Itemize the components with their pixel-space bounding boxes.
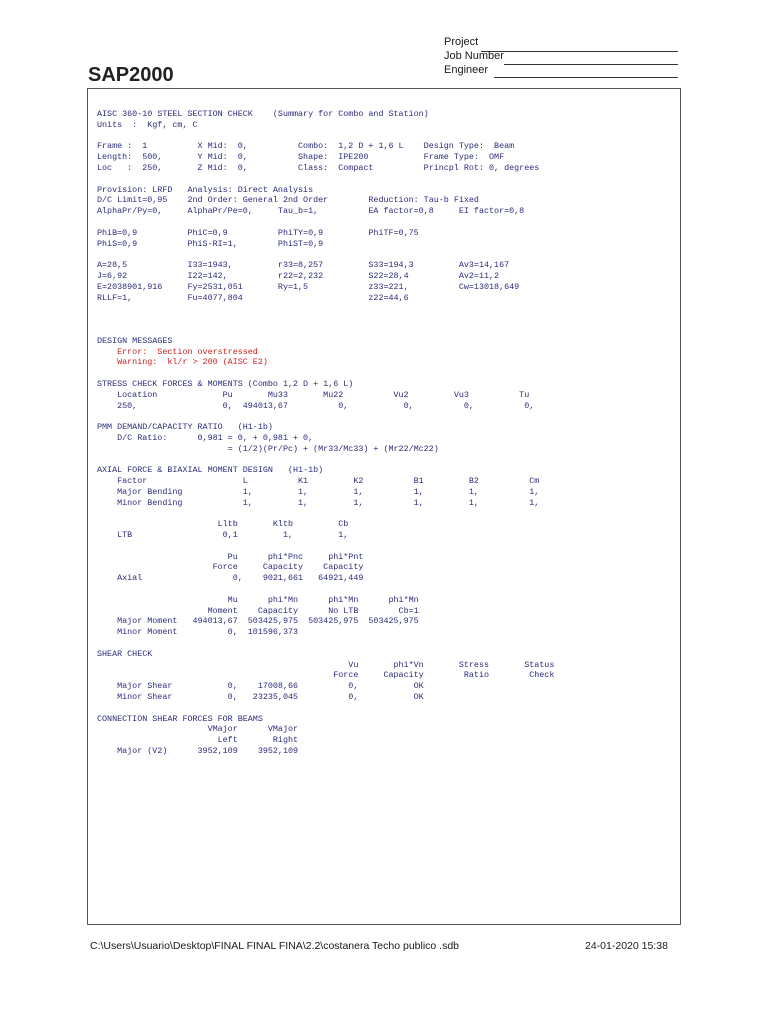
report-spacer bbox=[97, 174, 554, 185]
error-message: Error: Section overstressed bbox=[97, 346, 258, 357]
shear-check-line: SHEAR CHECK bbox=[97, 648, 153, 659]
report-spacer bbox=[97, 325, 554, 336]
pmm-ratio-line: PMM DEMAND/CAPACITY RATIO (H1-1b) bbox=[97, 422, 273, 433]
ltb-line: Lltb Kltb Cb bbox=[97, 519, 349, 530]
stress-check-line: Location Pu Mu33 Mu22 Vu2 Vu3 Tu bbox=[97, 389, 530, 400]
axial-biaxial-line: Factor L K1 K2 B1 B2 Cm bbox=[97, 476, 540, 487]
report-spacer bbox=[97, 131, 554, 142]
phi-factor-line: PhiS=0,9 PhiS-RI=1, PhiST=0,9 bbox=[97, 238, 324, 249]
moment-capacity-line: Mu phi*Mn phi*Mn phi*Mn bbox=[97, 594, 419, 605]
moment-capacity-line: Major Moment 494013,67 503425,975 503425,975 503425,975 bbox=[97, 616, 419, 627]
shear-check-line: Vu phi*Vn Stress Status bbox=[97, 659, 555, 670]
axial-capacity-line: Pu phi*Pnc phi*Pnt bbox=[97, 551, 364, 562]
file-path: C:\Users\Usuario\Desktop\FINAL FINAL FINA\2.2\costanera Techo publico .sdb bbox=[90, 940, 460, 952]
phi-factor-line: PhiB=0,9 PhiC=0,9 PhiTY=0,9 PhiTF=0,75 bbox=[97, 227, 419, 238]
report-title-line: AISC 360-10 STEEL SECTION CHECK (Summary for Combo and Station) bbox=[97, 109, 429, 119]
frame-info-line: Length: 500, Y Mid: 0, Shape: IPE200 Frame Type: OMF bbox=[97, 152, 505, 163]
design-messages-title: DESIGN MESSAGES bbox=[97, 335, 173, 346]
axial-capacity-line: Axial 0, 9021,661 64921,449 bbox=[97, 573, 364, 584]
print-date: 24-01-2020 15:38 bbox=[585, 940, 668, 952]
report-spacer bbox=[97, 217, 554, 228]
section-property-line: A=28,5 I33=1943, r33=8,257 S33=194,3 Av3=14,167 bbox=[97, 260, 510, 271]
connection-shear-line: VMajor VMajor bbox=[97, 724, 299, 735]
report-spacer bbox=[97, 541, 554, 552]
axial-biaxial-line: AXIAL FORCE & BIAXIAL MOMENT DESIGN (H1-1b) bbox=[97, 465, 324, 476]
report-spacer bbox=[97, 508, 554, 519]
pmm-ratio-line: D/C Ratio: 0,981 = 0, + 0,981 + 0, bbox=[97, 432, 314, 443]
report-spacer bbox=[97, 368, 554, 379]
frame-info-line: Loc : 250, Z Mid: 0, Class: Compact Princpl Rot: 0, degrees bbox=[97, 162, 540, 173]
report-title-line: Units : Kgf, cm, C bbox=[97, 119, 198, 130]
report-spacer bbox=[97, 638, 554, 649]
report-spacer bbox=[97, 411, 554, 422]
engineer-underline bbox=[494, 77, 678, 78]
project-underline bbox=[481, 51, 678, 52]
stress-check-line: STRESS CHECK FORCES & MOMENTS (Combo 1,2 D + 1,6 L) bbox=[97, 378, 354, 389]
warning-message: Warning: kl/r > 200 (AISC E2) bbox=[97, 357, 268, 368]
connection-shear-line: Left Right bbox=[97, 735, 299, 746]
provision-line: AlphaPr/Py=0, AlphaPr/Pe=0, Tau_b=1, EA factor=0,8 EI factor=0,8 bbox=[97, 206, 525, 217]
section-property-line: RLLF=1, Fu=4077,804 z22=44,6 bbox=[97, 292, 409, 303]
axial-biaxial-line: Major Bending 1, 1, 1, 1, 1, 1, bbox=[97, 486, 540, 497]
steel-check-report bbox=[97, 109, 554, 757]
section-property-line: J=6,92 I22=142, r22=2,232 S22=28,4 Av2=11,2 bbox=[97, 270, 500, 281]
stress-check-line: 250, 0, 494013,67 0, 0, 0, 0, bbox=[97, 400, 535, 411]
provision-line: Provision: LRFD Analysis: Direct Analysis bbox=[97, 184, 314, 195]
provision-line: D/C Limit=0,95 2nd Order: General 2nd Order Reduction: Tau-b Fixed bbox=[97, 195, 479, 206]
job-number-underline bbox=[504, 64, 678, 65]
report-spacer bbox=[97, 303, 554, 314]
connection-shear-line: Major (V2) 3952,109 3952,109 bbox=[97, 746, 299, 757]
report-spacer bbox=[97, 584, 554, 595]
axial-biaxial-line: Minor Bending 1, 1, 1, 1, 1, 1, bbox=[97, 497, 540, 508]
engineer-label: Engineer bbox=[444, 64, 489, 76]
shear-check-line: Major Shear 0, 17008,66 0, OK bbox=[97, 681, 424, 692]
section-property-line: E=2038901,916 Fy=2531,051 Ry=1,5 z33=221, Cw=13018,649 bbox=[97, 281, 520, 292]
project-label: Project bbox=[444, 36, 479, 48]
report-spacer bbox=[97, 314, 554, 325]
shear-check-line: Force Capacity Ratio Check bbox=[97, 670, 555, 681]
axial-capacity-line: Force Capacity Capacity bbox=[97, 562, 364, 573]
report-spacer bbox=[97, 249, 554, 260]
job-number-label: Job Number bbox=[444, 50, 504, 62]
moment-capacity-line: Moment Capacity No LTB Cb=1 bbox=[97, 605, 419, 616]
report-spacer bbox=[97, 455, 554, 466]
report-spacer bbox=[97, 703, 554, 714]
shear-check-line: Minor Shear 0, 23235,045 0, OK bbox=[97, 692, 424, 703]
ltb-line: LTB 0,1 1, 1, bbox=[97, 530, 349, 541]
moment-capacity-line: Minor Moment 0, 101596,373 bbox=[97, 627, 299, 638]
connection-shear-line: CONNECTION SHEAR FORCES FOR BEAMS bbox=[97, 713, 263, 724]
frame-info-line: Frame : 1 X Mid: 0, Combo: 1,2 D + 1,6 L Design Type: Beam bbox=[97, 141, 515, 152]
app-title: SAP2000 bbox=[88, 64, 174, 86]
pmm-ratio-line: = (1/2)(Pr/Pc) + (Mr33/Mc33) + (Mr22/Mc22) bbox=[97, 443, 439, 454]
